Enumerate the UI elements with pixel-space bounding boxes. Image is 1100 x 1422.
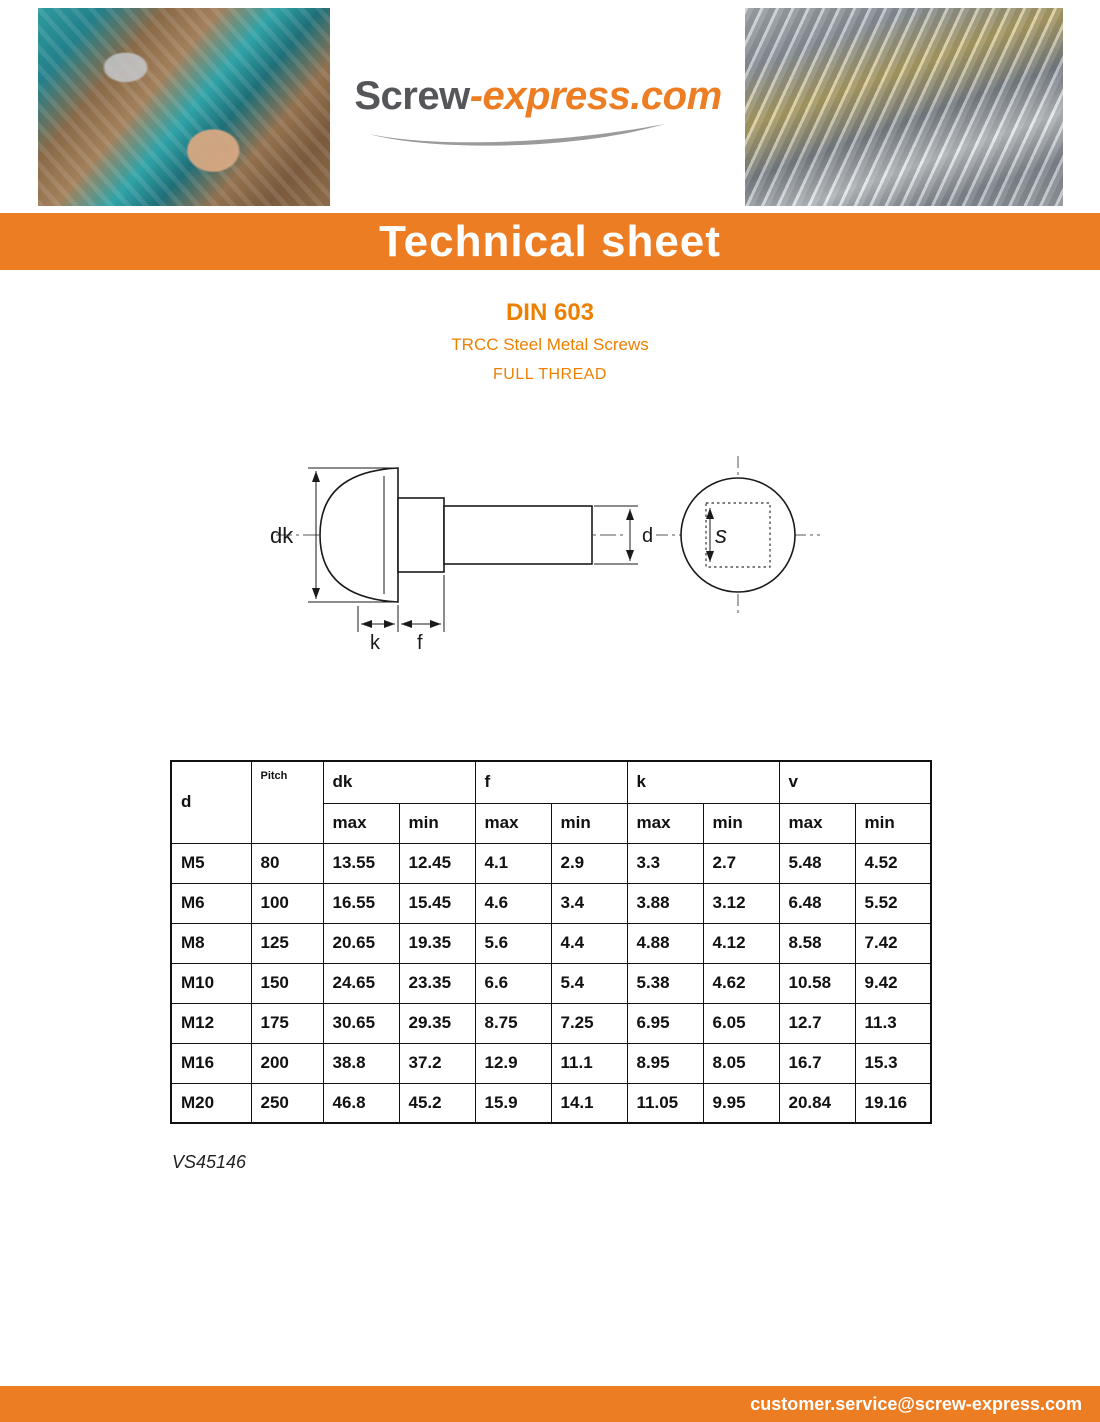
cell: 20.65 xyxy=(323,923,399,963)
footer-bar xyxy=(0,1386,1100,1422)
table-row xyxy=(171,1083,931,1123)
cell: M8 xyxy=(171,923,251,963)
d-dimension-label: d xyxy=(642,525,654,547)
cell: 38.8 xyxy=(323,1043,399,1083)
subheader-v-max: max xyxy=(779,803,855,843)
thread-note: FULL THREAD xyxy=(493,366,607,383)
cell: M10 xyxy=(171,963,251,1003)
brand-name-part2: -express.com xyxy=(469,74,722,118)
carriage-bolt-drawing xyxy=(258,438,848,653)
cell: 80 xyxy=(251,843,323,883)
page-title: Technical sheet xyxy=(379,216,721,266)
cell: 29.35 xyxy=(399,1003,475,1043)
cell: 5.4 xyxy=(551,963,627,1003)
subheader-dk-min: min xyxy=(399,803,475,843)
cell: 8.05 xyxy=(703,1043,779,1083)
dimensions-table-wrap xyxy=(170,760,932,1124)
col-header-v: v xyxy=(779,761,931,803)
cell: 7.42 xyxy=(855,923,931,963)
cell: 2.9 xyxy=(551,843,627,883)
cell: 16.55 xyxy=(323,883,399,923)
col-header-dk: dk xyxy=(323,761,475,803)
table-row xyxy=(171,1003,931,1043)
subheader-f-min: min xyxy=(551,803,627,843)
cell: 7.25 xyxy=(551,1003,627,1043)
cell: 30.65 xyxy=(323,1003,399,1043)
cell: M16 xyxy=(171,1043,251,1083)
subheader-k-min: min xyxy=(703,803,779,843)
cell: 11.3 xyxy=(855,1003,931,1043)
standard-subtitle: TRCC Steel Metal Screws xyxy=(451,335,649,354)
cell: 2.7 xyxy=(703,843,779,883)
dimensions-table xyxy=(170,760,932,1124)
cell: 4.4 xyxy=(551,923,627,963)
col-header-pitch: Pitch xyxy=(251,761,323,843)
cell: 5.48 xyxy=(779,843,855,883)
subheader-f-max: max xyxy=(475,803,551,843)
cell: M6 xyxy=(171,883,251,923)
cell: 6.05 xyxy=(703,1003,779,1043)
cell: 3.88 xyxy=(627,883,703,923)
cell: 11.1 xyxy=(551,1043,627,1083)
cell: 24.65 xyxy=(323,963,399,1003)
cell: 5.52 xyxy=(855,883,931,923)
cell: 100 xyxy=(251,883,323,923)
cell: 37.2 xyxy=(399,1043,475,1083)
cell: 8.58 xyxy=(779,923,855,963)
subheader-dk-max: max xyxy=(323,803,399,843)
cell: 12.45 xyxy=(399,843,475,883)
cell: 250 xyxy=(251,1083,323,1123)
cell: 5.38 xyxy=(627,963,703,1003)
cell: 150 xyxy=(251,963,323,1003)
cell: M5 xyxy=(171,843,251,883)
cell: 8.75 xyxy=(475,1003,551,1043)
table-row xyxy=(171,963,931,1003)
brand-logo-text xyxy=(333,74,743,119)
cell: 19.35 xyxy=(399,923,475,963)
cell: 3.12 xyxy=(703,883,779,923)
cell: 46.8 xyxy=(323,1083,399,1123)
cell: 6.95 xyxy=(627,1003,703,1043)
contact-email: customer.service@screw-express.com xyxy=(750,1393,1082,1414)
reference-code: VS45146 xyxy=(172,1152,247,1172)
cell: 4.88 xyxy=(627,923,703,963)
cell: 200 xyxy=(251,1043,323,1083)
table-row xyxy=(171,883,931,923)
cell: 4.62 xyxy=(703,963,779,1003)
cell: 15.9 xyxy=(475,1083,551,1123)
cell: 15.3 xyxy=(855,1043,931,1083)
col-header-k: k xyxy=(627,761,779,803)
cell: 12.7 xyxy=(779,1003,855,1043)
table-row xyxy=(171,1043,931,1083)
cell: M20 xyxy=(171,1083,251,1123)
cell: 19.16 xyxy=(855,1083,931,1123)
cell: 10.58 xyxy=(779,963,855,1003)
cell: 12.9 xyxy=(475,1043,551,1083)
cell: 15.45 xyxy=(399,883,475,923)
cell: 8.95 xyxy=(627,1043,703,1083)
table-row xyxy=(171,923,931,963)
standard-title: DIN 603 xyxy=(505,299,595,326)
cell: M12 xyxy=(171,1003,251,1043)
cell: 45.2 xyxy=(399,1083,475,1123)
cell: 6.48 xyxy=(779,883,855,923)
cell: 125 xyxy=(251,923,323,963)
cell: 6.6 xyxy=(475,963,551,1003)
k-dimension-label: k xyxy=(370,632,380,653)
cell: 9.95 xyxy=(703,1083,779,1123)
cell: 16.7 xyxy=(779,1043,855,1083)
cell: 9.42 xyxy=(855,963,931,1003)
cell: 4.12 xyxy=(703,923,779,963)
s-dimension-label: s xyxy=(715,522,727,549)
cell: 3.4 xyxy=(551,883,627,923)
cell: 14.1 xyxy=(551,1083,627,1123)
brand-name-part1: Screw xyxy=(354,74,470,118)
cell: 23.35 xyxy=(399,963,475,1003)
brand-logo xyxy=(333,74,743,146)
cell: 4.52 xyxy=(855,843,931,883)
title-banner xyxy=(0,213,1100,270)
workbench-photo xyxy=(38,8,330,206)
cell: 13.55 xyxy=(323,843,399,883)
cell: 175 xyxy=(251,1003,323,1043)
logo-swoosh-graphic xyxy=(367,122,667,146)
cell: 20.84 xyxy=(779,1083,855,1123)
screws-pile-photo xyxy=(745,8,1063,206)
subheader-v-min: min xyxy=(855,803,931,843)
table-row xyxy=(171,843,931,883)
subheader-k-max: max xyxy=(627,803,703,843)
f-dimension-label: f xyxy=(417,632,423,653)
col-header-d: d xyxy=(171,761,251,843)
dk-dimension-label: dk xyxy=(270,523,294,548)
cell: 4.6 xyxy=(475,883,551,923)
col-header-f: f xyxy=(475,761,627,803)
cell: 11.05 xyxy=(627,1083,703,1123)
cell: 3.3 xyxy=(627,843,703,883)
cell: 4.1 xyxy=(475,843,551,883)
cell: 5.6 xyxy=(475,923,551,963)
